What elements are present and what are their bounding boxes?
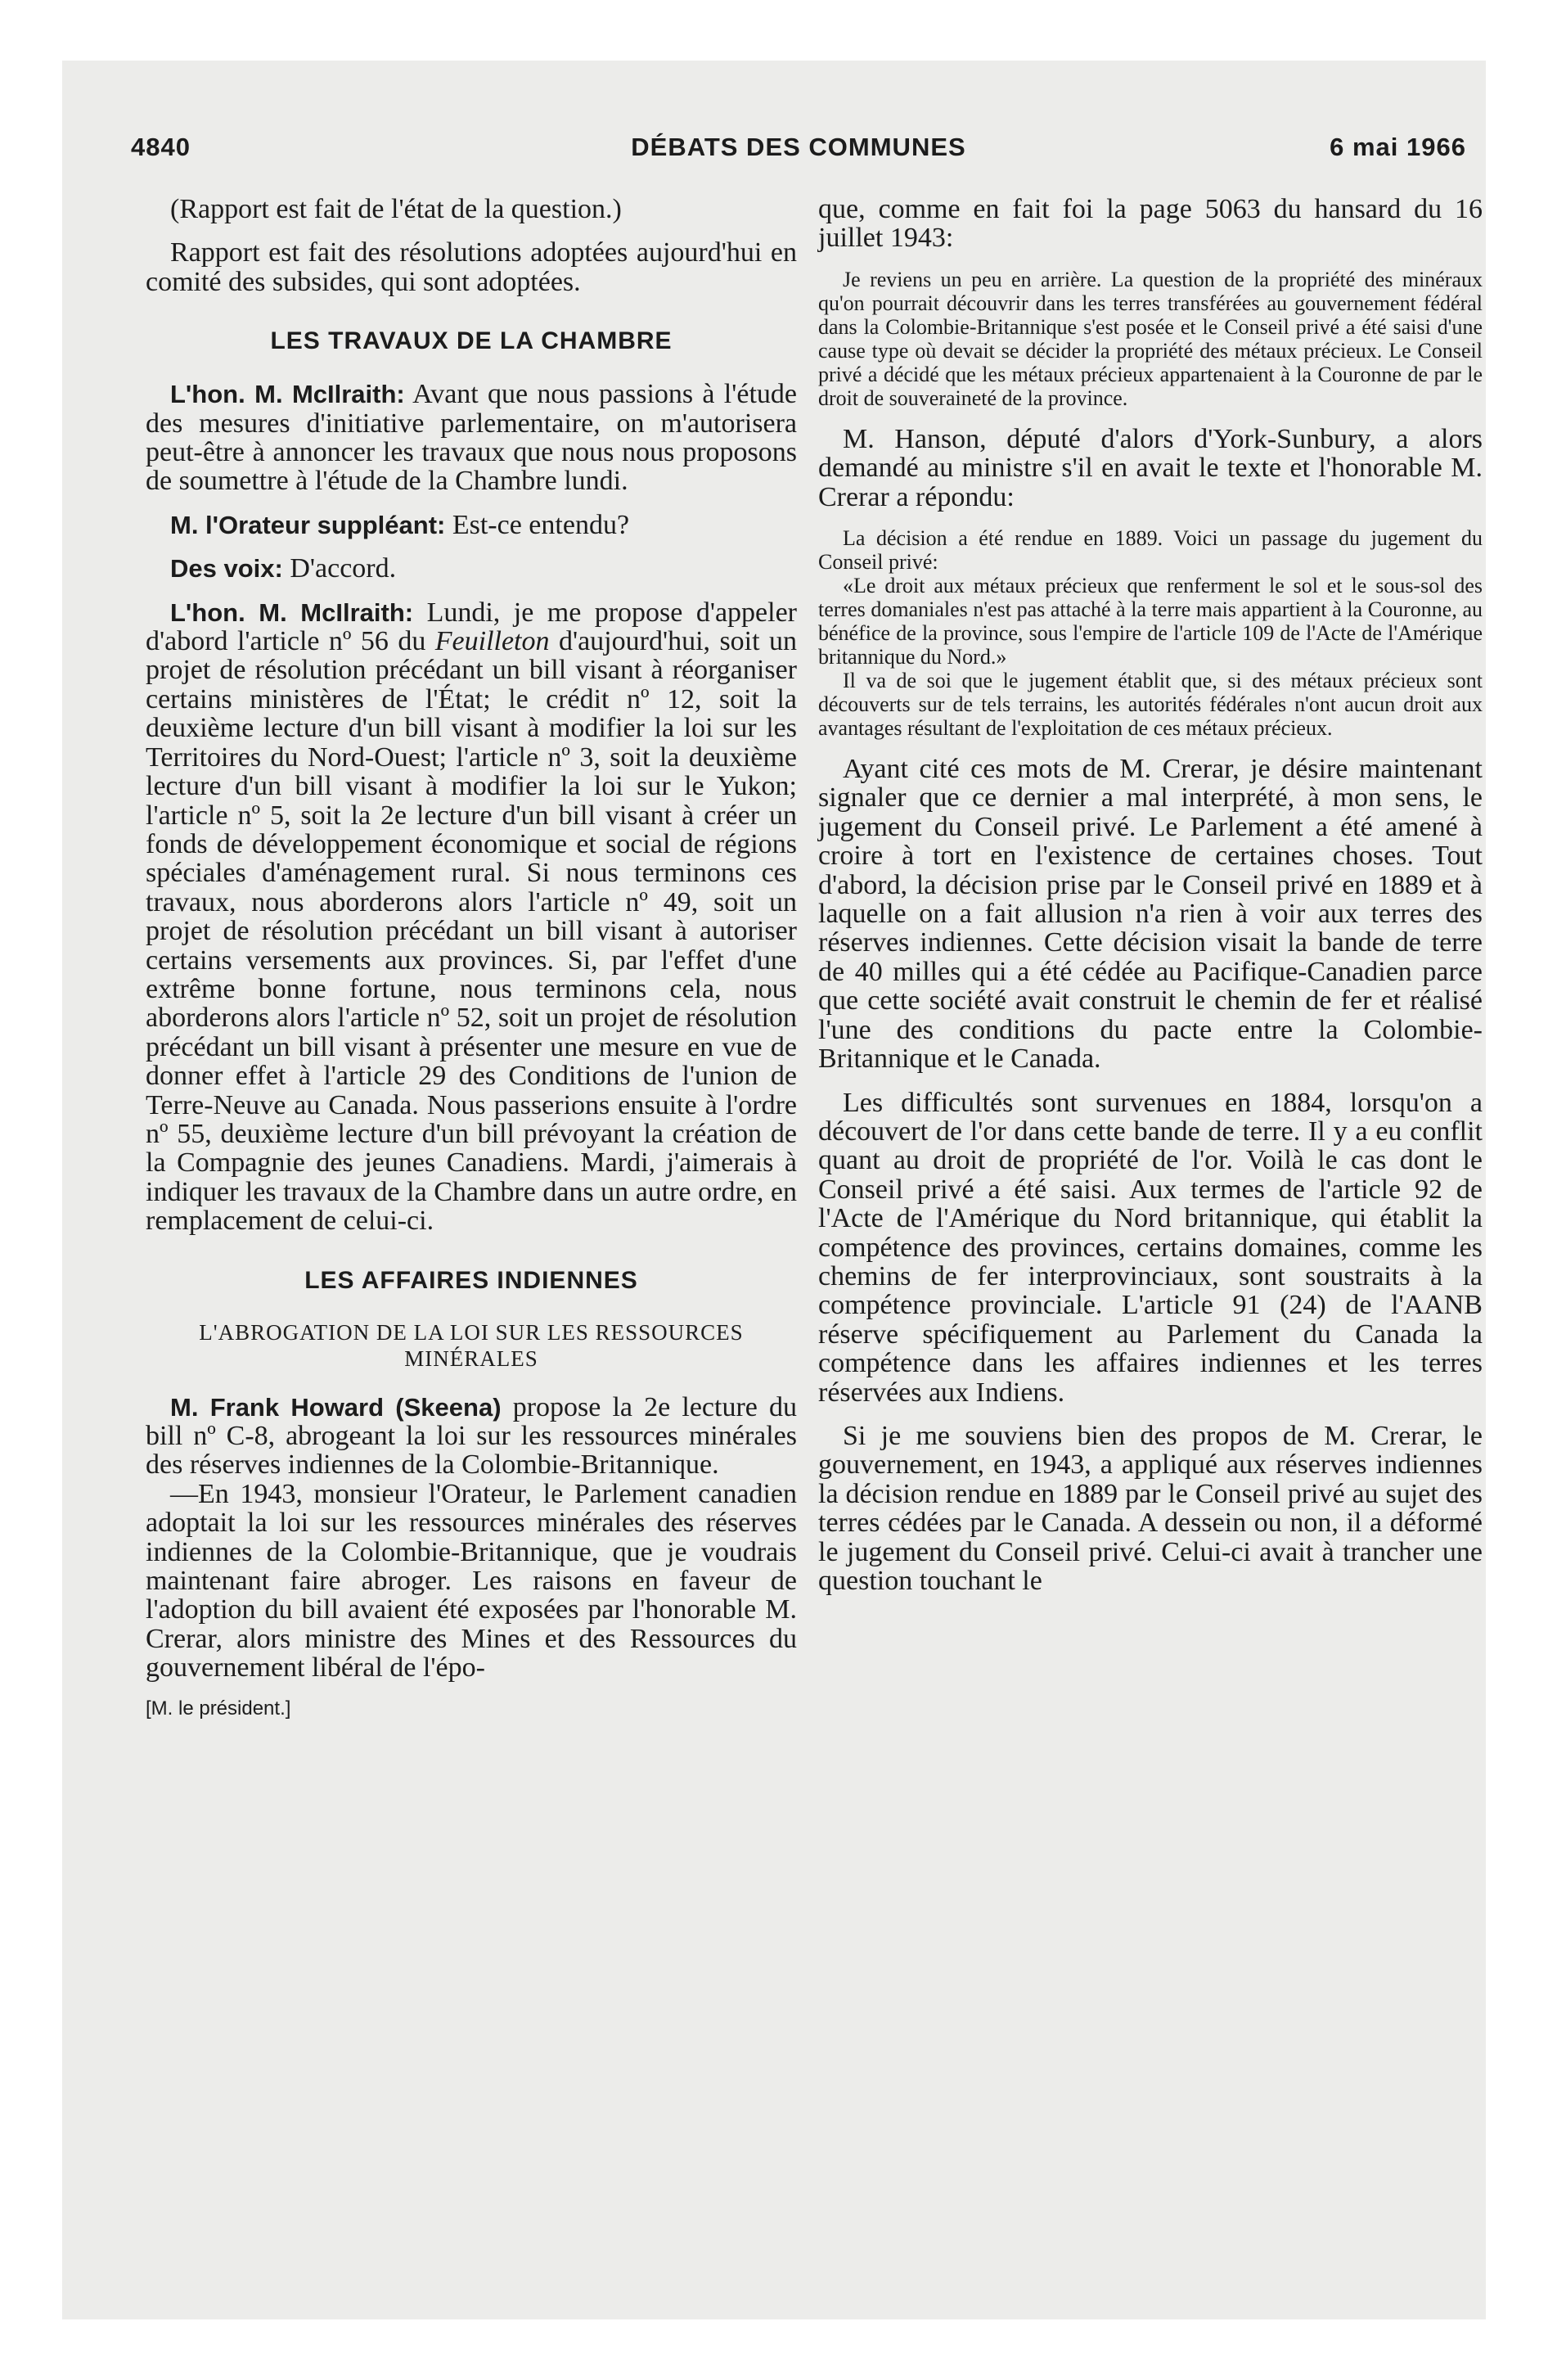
italic-title: Feuilleton bbox=[434, 626, 550, 657]
speaker-name: L'hon. M. McIlraith: bbox=[170, 597, 414, 627]
page-date: 6 mai 1966 bbox=[1330, 133, 1466, 161]
quotation: Je reviens un peu en arrière. La question de la propriété des minéraux qu'on pourrait découvrir dans les terres transférées au gouvernement fédéral dans la Colombie-Britannique s'est posée et le Conseil privé a été saisi d'une cause type où devait se décider la propriété des métaux précieux. Le Conseil privé a décidé que les métaux précieux appartenaient à la Couronne de par le droit de souveraineté de la province. bbox=[818, 267, 1483, 410]
page-title: DÉBATS DES COMMUNES bbox=[631, 133, 966, 161]
paragraph bbox=[146, 1393, 797, 1480]
speech-text: propose la 2e lecture du bill nº C-8, abrogeant la loi sur les ressources minérales des réserves indiennes de la Colombie-Britannique. bbox=[146, 1391, 798, 1481]
speech-text: Est-ce entendu? bbox=[452, 509, 630, 540]
page-number: 4840 bbox=[131, 133, 191, 161]
quotation: Il va de soi que le jugement établit que, si des métaux précieux sont découverts sur de tels terrains, les autorités fédérales n'ont aucun droit aux avantages résultant de l'exploitation de ces métaux précieux. bbox=[818, 669, 1483, 741]
paragraph bbox=[146, 598, 797, 1236]
paragraph bbox=[146, 554, 797, 583]
speaker-name: M. l'Orateur suppléant: bbox=[170, 510, 446, 539]
quotation: «Le droit aux métaux précieux que renferment le sol et le sous-sol des terres domaniales n'est pas attaché à la terre mais appartient à la Couronne, au bénéfice de la province, sous l'empire de l'article 109 de l'Acte de l'Amérique britannique du Nord.» bbox=[818, 574, 1483, 669]
paragraph bbox=[146, 511, 797, 539]
subsection-heading: L'ABROGATION DE LA LOI SUR LES RESSOURCES MINÉRALES bbox=[199, 1319, 744, 1371]
paragraph: (Rapport est fait de l'état de la question.) bbox=[170, 194, 622, 224]
footer-note: [M. le président.] bbox=[146, 1697, 291, 1720]
paragraph: —En 1943, monsieur l'Orateur, le Parlement canadien adoptait la loi sur les ressources minérales des réserves indiennes de la Colombie-Britannique, que je voudrais maintenant faire abroger. Les raisons en faveur de l'adoption du bill avaient été exposées par l'honorable M. Crerar, alors ministre des Mines et des Ressources du gouvernement libéral de l'épo- bbox=[146, 1478, 797, 1684]
speech-text: d'aujourd'hui, soit un projet de résolution précédant un bill visant à réorganiser certains ministères de l'État; le crédit nº 12, soit la deuxième lecture d'un bill visant à modifier la loi sur les Territoires du Nord-Ouest; l'article nº 3, soit la deuxième lecture d'un bill visant à modifier la loi sur le Yukon; l'article nº 5, soit la 2e lecture d'un bill visant à créer un fonds de développement économique et social de régions spéciales d'aménagement rural. Si nous terminons ces travaux, nous aborderons alors l'article nº 49, soit un projet de résolution précédant un bill visant à autoriser certains versements aux provinces. Si, par l'effet d'une extrême bonne fortune, nous terminons cela, nous aborderons alors l'article nº 52, soit un projet de résolution précédant un bill visant à présenter une mesure en vue de donner effet à l'article 29 des Conditions de l'union de Terre-Neuve au Canada. Nous passerions ensuite à l'ordre nº 55, deuxième lecture d'un bill prévoyant la création de la Compagnie des jeunes Canadiens. Mardi, j'aimerais à indiquer les travaux de la Chambre dans un autre ordre, en remplacement de celui-ci. bbox=[146, 626, 798, 1237]
speaker-name: Des voix: bbox=[170, 554, 283, 584]
paragraph: que, comme en fait foi la page 5063 du hansard du 16 juillet 1943: bbox=[818, 194, 1483, 254]
right-column bbox=[818, 195, 1483, 1595]
speaker-name: M. Frank Howard (Skeena) bbox=[170, 1392, 502, 1422]
paragraph: Ayant cité ces mots de M. Crerar, je désire maintenant signaler que ce dernier a mal interprété, à mon sens, le jugement du Conseil privé. Le Parlement a été amené à croire à tort en l'existence de certaines choses. Tout d'abord, la décision prise par le Conseil privé en 1889 et à laquelle on a fait allusion n'a rien à voir aux terres des réserves indiennes. Cette décision visait la bande de terre de 40 milles qui a été cédée au Pacifique-Canadien parce que cette société avait construit le chemin de fer et réalisé l'une des conditions du pacte entre la Colombie-Britannique et le Canada. bbox=[818, 754, 1483, 1075]
speech-text: Lundi, je me propose d'appeler d'abord l'article nº 56 du bbox=[146, 597, 798, 657]
page-header bbox=[131, 133, 1466, 174]
speaker-name: L'hon. M. McIlraith: bbox=[170, 380, 405, 409]
quotation: La décision a été rendue en 1889. Voici un passage du jugement du Conseil privé: bbox=[818, 526, 1483, 575]
paragraph: Rapport est fait des résolutions adoptées aujourd'hui en comité des subsides, qui sont adoptées. bbox=[146, 237, 797, 297]
left-column bbox=[146, 195, 797, 1720]
paragraph: Si je me souviens bien des propos de M. Crerar, le gouvernement, en 1943, a appliqué aux réserves indiennes la décision rendue en 1889 par le Conseil privé au sujet des terres cédées par le Canada. A dessein ou non, il a déformé le jugement du Conseil privé. Celui-ci avait à trancher une question touchant le bbox=[818, 1420, 1483, 1596]
speech-text: D'accord. bbox=[290, 553, 397, 584]
paragraph: M. Hanson, député d'alors d'York-Sunbury, a alors demandé au ministre s'il en avait le texte et l'honorable M. Crerar a répondu: bbox=[818, 423, 1483, 512]
section-heading: LES TRAVAUX DE LA CHAMBRE bbox=[270, 327, 673, 355]
paragraph: Les difficultés sont survenues en 1884, lorsqu'on a découvert de l'or dans cette bande de terre. Il y a eu conflit quant au droit de propriété de l'or. Voilà le cas dont le Conseil privé a été saisi. Aux termes de l'article 92 de l'Acte de l'Amérique du Nord britannique, qui établit la compétence des provinces, certains domaines, comme les chemins de fer interprovinciaux, sont soustraits à la compétence provinciale. L'article 91 (24) de l'AANB réserve spécifiquement au Parlement du Canada la compétence dans les affaires indiennes et les terres réservées aux Indiens. bbox=[818, 1087, 1483, 1408]
speech-text: Avant que nous passions à l'étude des mesures d'initiative parlementaire, on m'autorisera peut-être à annoncer les travaux que nous nous proposons de soumettre à l'étude de la Chambre lundi. bbox=[146, 379, 797, 497]
paragraph bbox=[146, 380, 797, 496]
section-heading: LES AFFAIRES INDIENNES bbox=[304, 1266, 638, 1294]
